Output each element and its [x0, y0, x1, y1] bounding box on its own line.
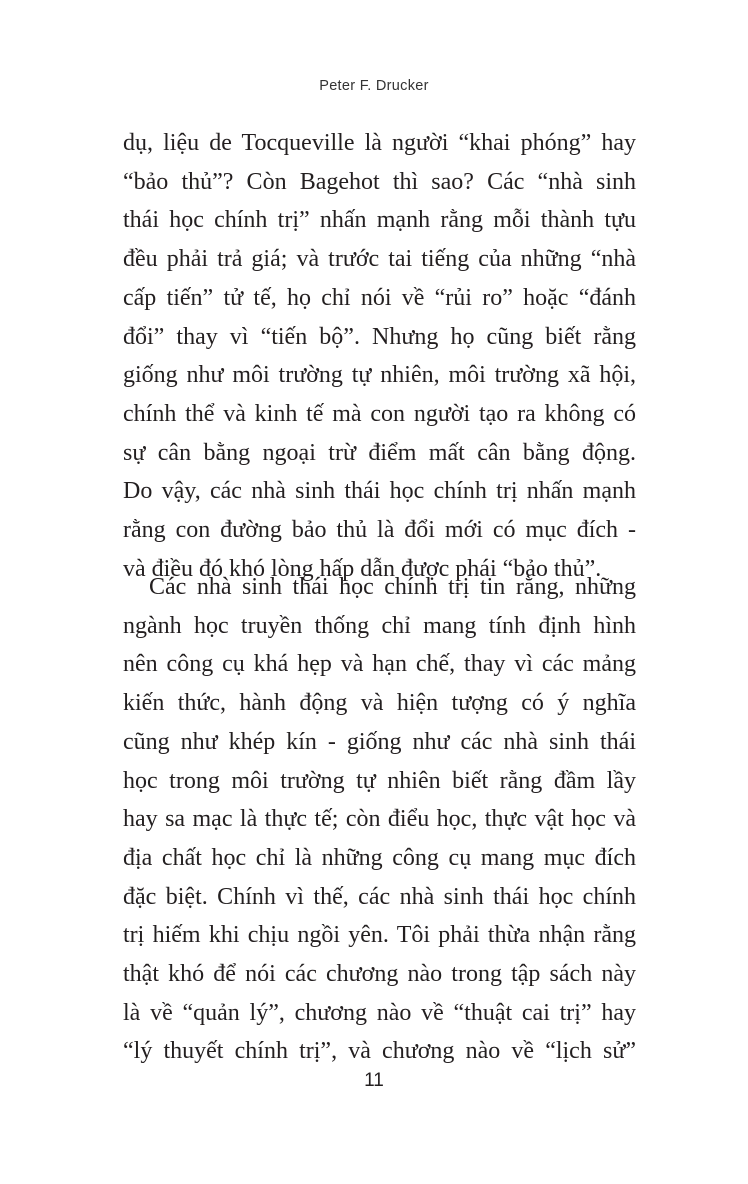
- text-line: trị hiếm khi chịu ngồi yên. Tôi phải thừa nhận rằng: [123, 922, 636, 949]
- text-line: và điều đó khó lòng hấp dẫn được phái “bảo thủ”.: [123, 555, 602, 582]
- text-line: hay sa mạc là thực tế; còn điểu học, thực vật học và: [123, 806, 636, 833]
- page-number: 11: [364, 1070, 384, 1091]
- text-line: “lý thuyết chính trị”, và chương nào về “lịch sử”: [123, 1038, 636, 1065]
- running-header: Peter F. Drucker: [319, 78, 429, 94]
- text-line: đổi” thay vì “tiến bộ”. Nhưng họ cũng biết rằng: [123, 323, 636, 350]
- text-line: nên công cụ khá hẹp và hạn chế, thay vì các mảng: [123, 651, 636, 678]
- text-line: thái học chính trị” nhấn mạnh rằng mỗi thành tựu: [123, 207, 636, 234]
- text-line: Các nhà sinh thái học chính trị tin rằng, những: [149, 574, 636, 600]
- text-line: đặc biệt. Chính vì thế, các nhà sinh thái học chính: [123, 883, 636, 910]
- paragraph-2: [123, 568, 636, 1071]
- text-line: sự cân bằng ngoại trừ điểm mất cân bằng động.: [123, 439, 636, 466]
- text-line: kiến thức, hành động và hiện tượng có ý nghĩa: [123, 690, 636, 717]
- text-line: địa chất học chỉ là những công cụ mang mục đích: [123, 844, 636, 871]
- text-line: đều phải trả giá; và trước tai tiếng của những “nhà: [123, 246, 636, 273]
- text-line: ngành học truyền thống chỉ mang tính định hình: [123, 612, 636, 639]
- text-line: cũng như khép kín - giống như các nhà sinh thái: [123, 728, 636, 755]
- text-line: giống như môi trường tự nhiên, môi trường xã hội,: [123, 362, 636, 389]
- text-line: cấp tiến” tử tế, họ chỉ nói về “rủi ro” hoặc “đánh: [123, 284, 636, 311]
- paragraph-1: [123, 124, 636, 588]
- text-line: chính thể và kinh tế mà con người tạo ra không có: [123, 400, 636, 427]
- text-line: là về “quản lý”, chương nào về “thuật cai trị” hay: [123, 999, 636, 1026]
- text-line: thật khó để nói các chương nào trong tập sách này: [123, 961, 636, 988]
- text-line: rằng con đường bảo thủ là đổi mới có mục đích -: [123, 517, 636, 544]
- text-line: “bảo thủ”? Còn Bagehot thì sao? Các “nhà sinh: [123, 168, 636, 195]
- text-line: Do vậy, các nhà sinh thái học chính trị nhấn mạnh: [123, 478, 636, 505]
- text-line: dụ, liệu de Tocqueville là người “khai phóng” hay: [123, 130, 636, 156]
- text-line: học trong môi trường tự nhiên biết rằng đầm lầy: [123, 767, 636, 794]
